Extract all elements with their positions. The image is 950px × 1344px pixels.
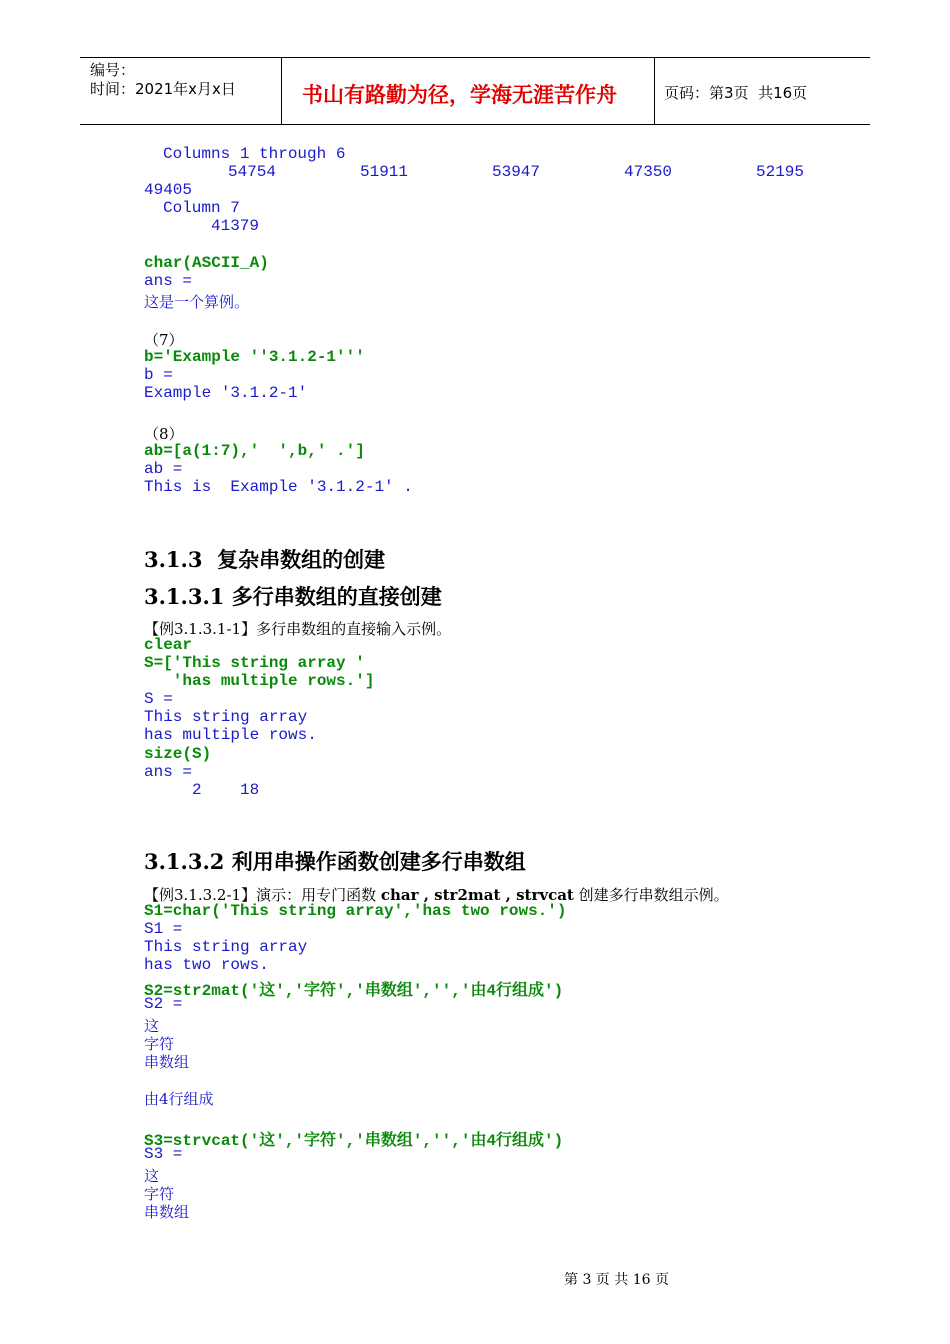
row1-value-5: 52195 xyxy=(756,163,805,181)
S2-eq: S2 = xyxy=(144,995,183,1013)
page-footer: 第 3 页 共 16 页 xyxy=(564,1272,669,1288)
S-eq: S = xyxy=(144,690,173,708)
S-line2: has multiple rows. xyxy=(144,726,317,744)
S2-line2: 字符 xyxy=(144,1035,175,1053)
b-eq: b = xyxy=(144,366,173,384)
column-7-label: Column 7 xyxy=(163,199,240,217)
row1-value-3: 53947 xyxy=(492,163,541,181)
example-3132-caption: 【例3.1.3.2-1】演示：用专门函数 char , str2mat , strvcat 创建多行串数组示例。 xyxy=(144,886,729,904)
size-value-cols: 18 xyxy=(240,781,260,799)
ab-value: This is Example '3.1.2-1' . xyxy=(144,478,413,496)
header-page-label: 页码：第3页 共16页 xyxy=(664,84,808,102)
S3-line3: 串数组 xyxy=(144,1203,190,1221)
S-line1: This string array xyxy=(144,708,308,726)
row1-value-4: 47350 xyxy=(624,163,673,181)
row1-value-1: 54754 xyxy=(228,163,277,181)
cmd-S1-char: S1=char('This string array','has two rows.') xyxy=(144,902,567,920)
size-value-rows: 2 xyxy=(192,781,202,799)
S2-line5: 由4行组成 xyxy=(144,1090,214,1108)
section-heading-313: 3.1.3 复杂串数组的创建 xyxy=(144,547,386,572)
section-heading-3132: 3.1.3.2 利用串操作函数创建多行串数组 xyxy=(144,849,526,874)
S1-line1: This string array xyxy=(144,938,308,956)
cmd-ab-assign: ab=[a(1:7),' ',b,' .'] xyxy=(144,442,365,460)
S2-line1: 这 xyxy=(144,1017,160,1035)
header-bottom-border xyxy=(80,124,870,125)
document-number-label: 编号： xyxy=(90,61,136,79)
header-motto: 书山有路勤为径，学海无涯苦作舟 xyxy=(302,83,617,107)
S1-line2: has two rows. xyxy=(144,956,269,974)
cmd-b-assign: b='Example ''3.1.2-1''' xyxy=(144,348,365,366)
item-label-7: （7） xyxy=(144,331,184,349)
example-3131-caption: 【例3.1.3.1-1】多行串数组的直接输入示例。 xyxy=(144,620,452,638)
ab-eq: ab = xyxy=(144,460,183,478)
ans-label-2: ans = xyxy=(144,763,193,781)
S3-line2: 字符 xyxy=(144,1185,175,1203)
b-value: Example '3.1.2-1' xyxy=(144,384,308,402)
row1-value-2: 51911 xyxy=(360,163,409,181)
S1-eq: S1 = xyxy=(144,920,183,938)
cmd-size: size(S) xyxy=(144,745,212,763)
columns-1-through-6: Columns 1 through 6 xyxy=(163,145,346,163)
header-divider-left xyxy=(281,57,282,124)
column-7-value: 41379 xyxy=(211,217,260,235)
cmd-S2-str2mat: S2=str2mat('这','字符','串数组','','由4行组成') xyxy=(144,982,564,1000)
cmd-char-ascii: char(ASCII_A) xyxy=(144,254,269,272)
document-time-label: 时间：2021年x月x日 xyxy=(90,80,236,98)
row1-wrapped-value: 49405 xyxy=(144,181,193,199)
ans-value-1: 这是一个算例。 xyxy=(144,293,250,311)
S3-line1: 这 xyxy=(144,1167,160,1185)
section-heading-3131: 3.1.3.1 多行串数组的直接创建 xyxy=(144,584,442,609)
item-label-8: （8） xyxy=(144,425,184,443)
cmd-clear: clear xyxy=(144,636,193,654)
S3-eq: S3 = xyxy=(144,1145,183,1163)
S2-line3: 串数组 xyxy=(144,1053,190,1071)
header-top-border xyxy=(80,57,870,58)
header-divider-right xyxy=(654,57,655,124)
cmd-S-line2: 'has multiple rows.'] xyxy=(144,672,375,690)
cmd-S3-strvcat: S3=strvcat('这','字符','串数组','','由4行组成') xyxy=(144,1132,564,1150)
ans-label-1: ans = xyxy=(144,272,193,290)
cmd-S-line1: S=['This string array ' xyxy=(144,654,365,672)
